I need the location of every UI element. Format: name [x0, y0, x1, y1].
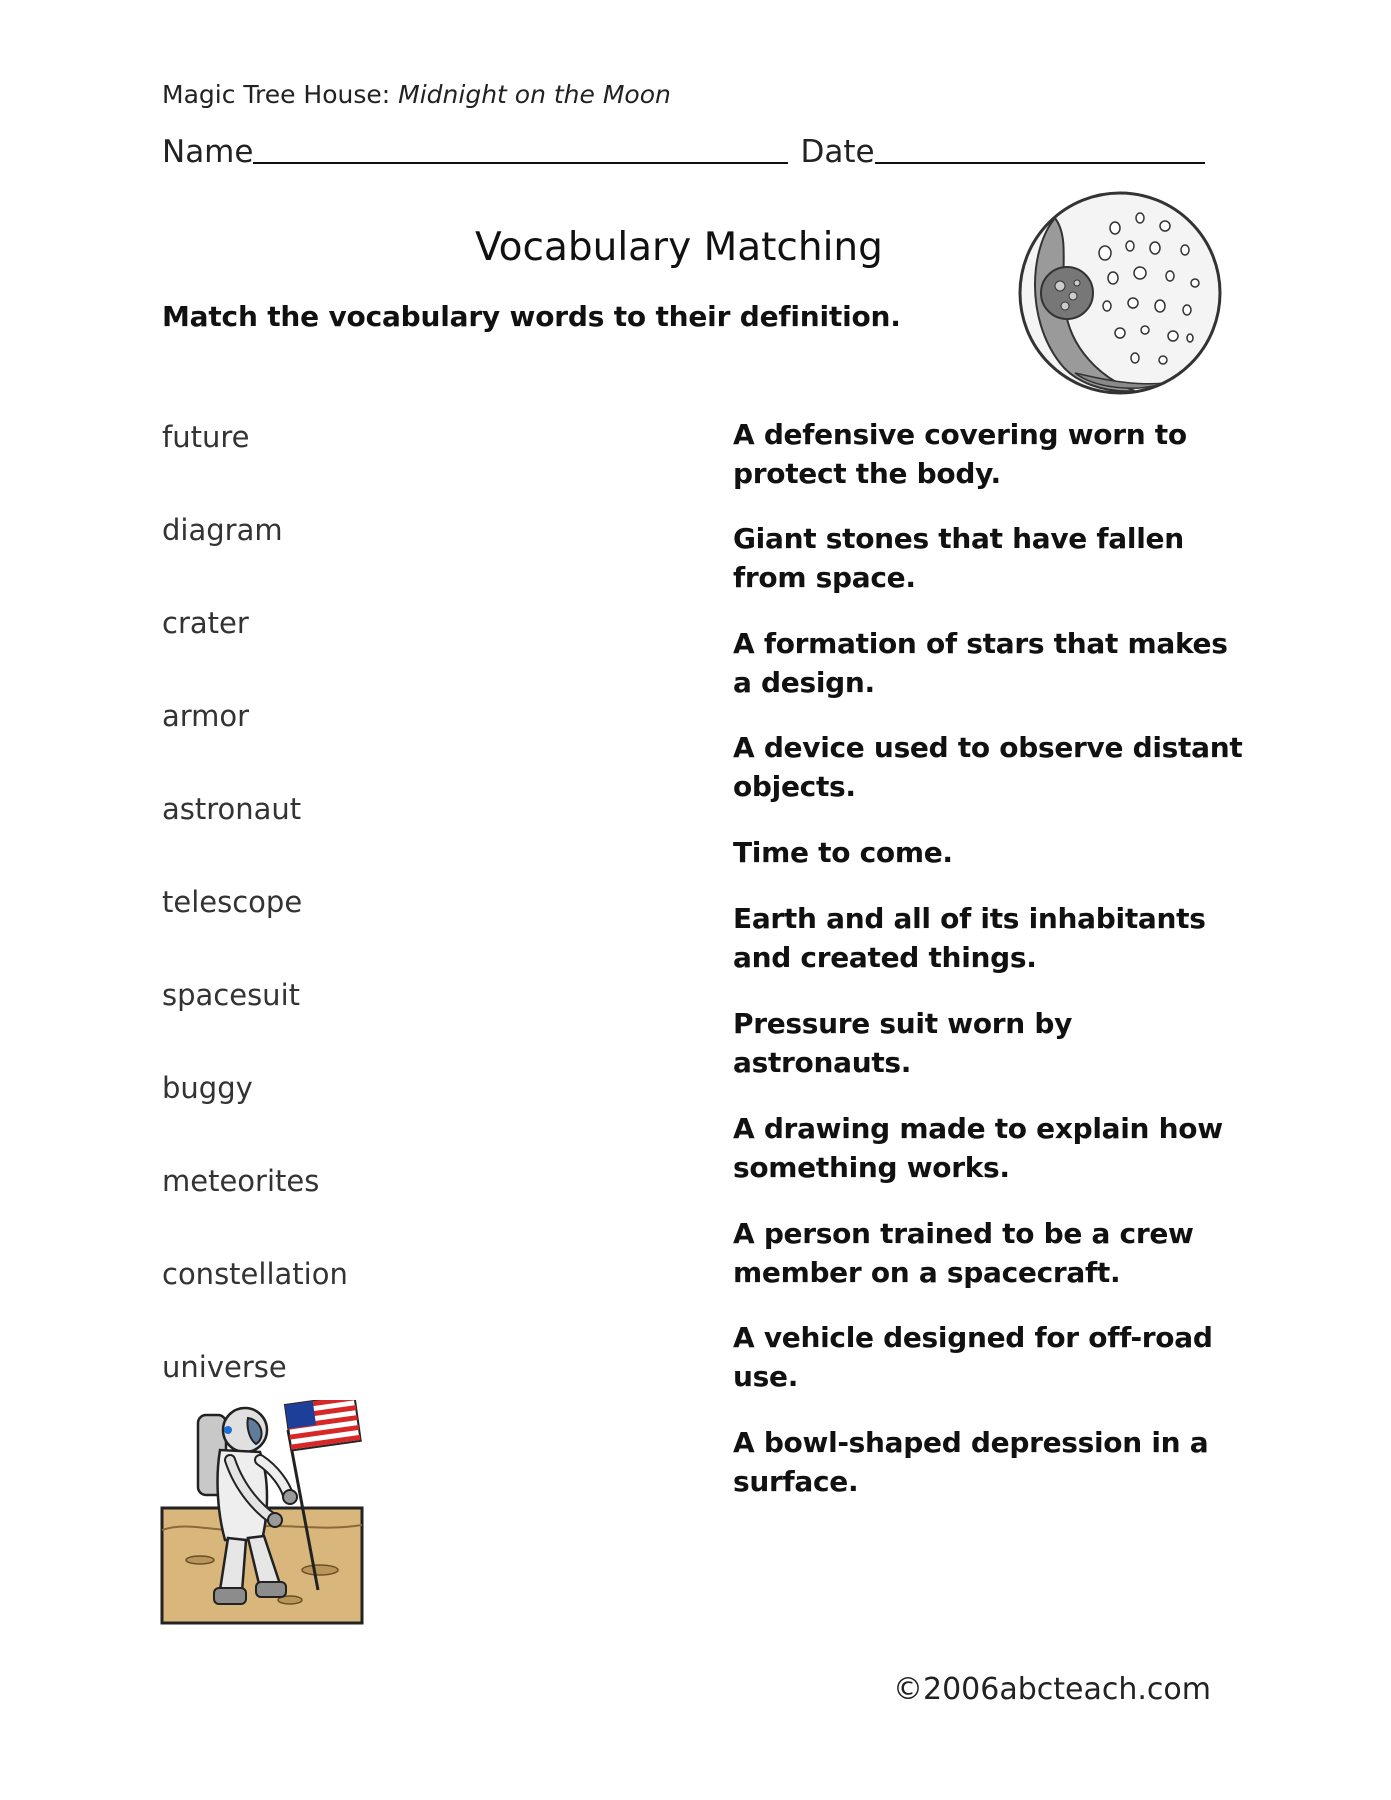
worksheet-title: Vocabulary Matching: [475, 225, 883, 270]
vocab-word-astronaut: astronaut: [162, 792, 302, 826]
book-series: Magic Tree House:: [162, 80, 399, 109]
definition-5: Time to come.: [733, 836, 953, 869]
vocab-word-crater: crater: [162, 606, 249, 640]
book-name: Midnight on the Moon: [398, 80, 671, 109]
definition-10: A vehicle designed for off-road use.: [733, 1321, 1213, 1393]
definition-11: A bowl-shaped depression in a surface.: [733, 1426, 1209, 1498]
moon-icon: [1015, 188, 1225, 398]
vocab-word-buggy: buggy: [162, 1071, 253, 1105]
name-date-row: [162, 132, 1205, 170]
vocab-word-armor: armor: [162, 699, 250, 733]
vocab-word-future: future: [162, 420, 250, 454]
definition-6: Earth and all of its inhabitants and created things.: [733, 902, 1206, 974]
definition-8: A drawing made to explain how something works.: [733, 1112, 1223, 1184]
astronaut-with-flag-icon: [160, 1400, 365, 1625]
definition-4: A device used to observe distant objects.: [733, 731, 1243, 803]
name-field-line[interactable]: [253, 132, 788, 164]
worksheet-instructions: Match the vocabulary words to their definition.: [162, 300, 901, 333]
vocab-word-telescope: telescope: [162, 885, 303, 919]
vocab-word-universe: universe: [162, 1350, 287, 1384]
book-title: [162, 80, 671, 109]
vocab-word-diagram: diagram: [162, 513, 283, 547]
vocab-word-meteorites: meteorites: [162, 1164, 320, 1198]
definition-2: Giant stones that have fallen from space.: [733, 522, 1184, 594]
date-field-line[interactable]: [875, 132, 1205, 164]
copyright-notice: ©2006abcteach.com: [893, 1672, 1211, 1707]
definition-7: Pressure suit worn by astronauts.: [733, 1007, 1073, 1079]
name-label: Name: [162, 134, 254, 170]
date-label: Date: [800, 134, 875, 170]
definition-1: A defensive covering worn to protect the body.: [733, 418, 1187, 490]
vocab-word-spacesuit: spacesuit: [162, 978, 300, 1012]
definition-3: A formation of stars that makes a design.: [733, 627, 1228, 699]
vocab-word-constellation: constellation: [162, 1257, 348, 1291]
definition-9: A person trained to be a crew member on a spacecraft.: [733, 1217, 1194, 1289]
